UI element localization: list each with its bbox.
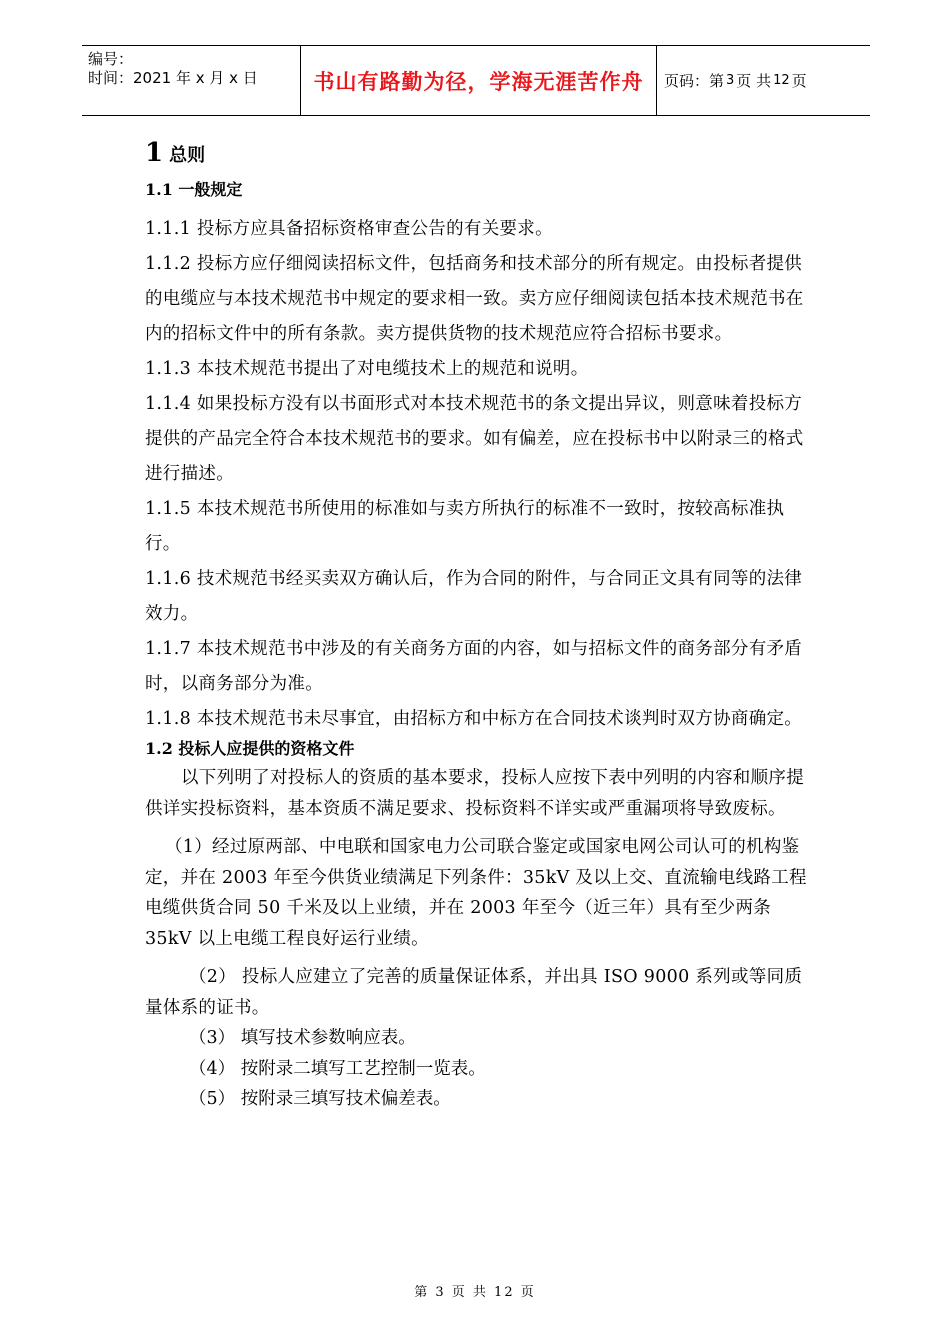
page-header <box>82 45 870 116</box>
paragraph: 1.1.3 本技术规范书提出了对电缆技术上的规范和说明。 <box>145 359 589 379</box>
paragraph: 以下列明了对投标人的资质的基本要求，投标人应按下表中列明的内容和顺序提供详实投标资料，基本资质不满足要求、投标资料不详实或严重漏项将导致废标。 <box>145 768 804 819</box>
header-divider <box>656 46 657 115</box>
page-footer: 第 3 页 共 12 页 <box>414 1285 536 1300</box>
header-motto: 书山有路勤为径，学海无涯苦作舟 <box>313 69 644 94</box>
document-body <box>145 138 810 1115</box>
subsection-heading: 1.2 投标人应提供的资格文件 <box>145 739 355 758</box>
section-number: 1 <box>145 138 164 168</box>
page-mid: 页 共 <box>736 72 772 90</box>
paragraph: 1.1.1 投标方应具备招标资格审查公告的有关要求。 <box>145 219 553 239</box>
section-heading <box>145 138 810 168</box>
paragraph: 1.1.8 本技术规范书未尽事宜，由招标方和中标方在合同技术谈判时双方协商确定。 <box>145 709 803 729</box>
paragraph: 1.1.6 技术规范书经买卖双方确认后，作为合同的附件，与合同正文具有同等的法律效力。 <box>145 569 803 624</box>
paragraph: 1.1.2 投标方应仔细阅读招标文件，包括商务和技术部分的所有规定。由投标者提供的电缆应与本技术规范书中规定的要求相一致。卖方应仔细阅读包括本技术规范书在内的招标文件中的所有条款。卖方提供货物的技术规范应符合招标书要求。 <box>145 254 804 344</box>
page-number: 3 <box>726 73 735 88</box>
header-meta <box>88 50 296 88</box>
page-suffix: 页 <box>791 72 807 90</box>
requirement-item: （3） 填写技术参数响应表。 <box>189 1028 416 1048</box>
document-time-label: 时间：2021 年 x 月 x 日 <box>88 69 258 87</box>
page-total: 12 <box>773 73 790 88</box>
subsection-heading: 1.1 一般规定 <box>145 180 243 199</box>
page-prefix: 页码：第 <box>664 72 725 90</box>
section-title: 总则 <box>169 145 206 166</box>
document-number-label: 编号： <box>88 50 134 68</box>
requirement-item: （4） 按附录二填写工艺控制一览表。 <box>189 1058 486 1079</box>
header-page-indicator <box>664 46 807 115</box>
requirement-item: （5） 按附录三填写技术偏差表。 <box>189 1089 451 1109</box>
paragraph: 1.1.4 如果投标方没有以书面形式对本技术规范书的条文提出异议，则意味着投标方提供的产品完全符合本技术规范书的要求。如有偏差，应在投标书中以附录三的格式进行描述。 <box>145 394 804 484</box>
paragraph: 1.1.7 本技术规范书中涉及的有关商务方面的内容，如与招标文件的商务部分有矛盾时，以商务部分为准。 <box>145 639 803 694</box>
paragraph: 1.1.5 本技术规范书所使用的标准如与卖方所执行的标准不一致时，按较高标准执行。 <box>145 499 785 554</box>
requirement-item: （1）经过原两部、中电联和国家电力公司联合鉴定或国家电网公司认可的机构鉴定，并在 2003 年至今供货业绩满足下列条件：35kV 及以上交、直流输电线路工程电缆供货合同 50 千米及以上业绩，并在 2003 年至今（近三年）具有至少两条 35kV 以上电缆工程良好运行业绩。 <box>145 837 807 949</box>
requirement-item: （2） 投标人应建立了完善的质量保证体系，并出具 ISO 9000 系列或等同质量体系的证书。 <box>145 967 803 1018</box>
